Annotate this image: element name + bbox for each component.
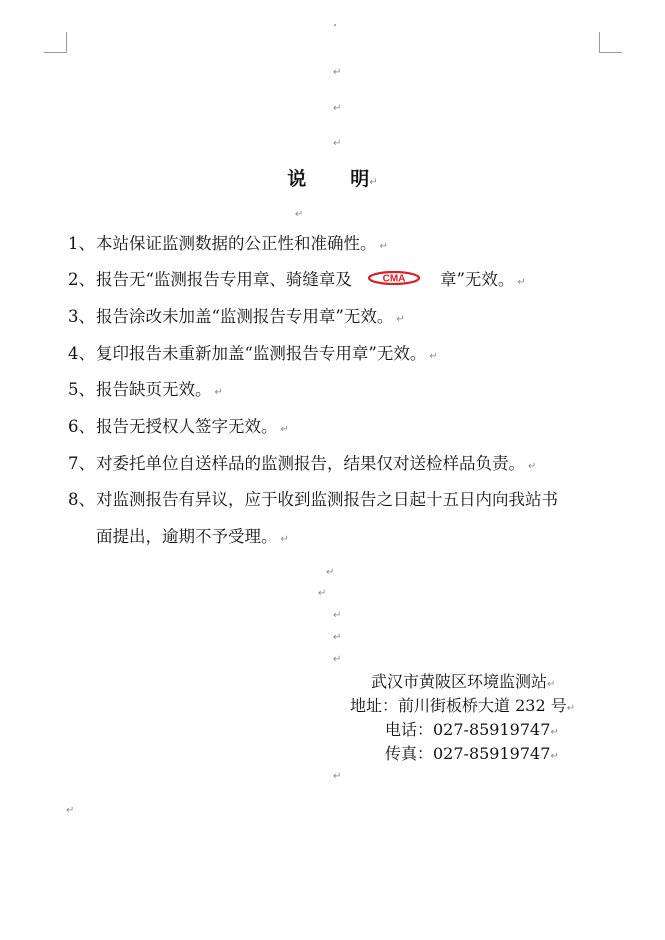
list-item-8 (68, 488, 558, 512)
item-number: 6、 (68, 417, 95, 436)
item-number: 7、 (68, 454, 95, 473)
paragraph-mark: ↵ (333, 610, 342, 621)
header-dot (334, 24, 336, 26)
list-item-5 (68, 378, 223, 405)
cma-stamp-label: CMA (382, 273, 406, 284)
signature-phone (385, 718, 559, 745)
item-text: 本站保证监测数据的公正性和准确性。 (96, 234, 377, 253)
paragraph-mark: ↵ (379, 241, 388, 252)
list-item-7 (68, 452, 536, 479)
paragraph-mark: ↵ (333, 771, 342, 782)
item-number: 5、 (68, 380, 95, 399)
list-item-3 (68, 305, 405, 332)
item-text: 对监测报告有异议，应于收到监测报告之日起十五日内向我站书 (96, 490, 558, 509)
paragraph-mark: ↵ (566, 703, 576, 714)
crop-mark-top-right (599, 32, 622, 53)
signature-fax (385, 742, 559, 769)
paragraph-mark: ↵ (333, 103, 342, 114)
title-part-1: 说 (287, 168, 307, 190)
item-text-after: 章”无效。 (439, 270, 515, 289)
paragraph-mark: ↵ (66, 805, 75, 816)
title-part-2: 明 (350, 168, 370, 190)
item-number: 4、 (68, 344, 95, 363)
phone-text: 电话：027-85919747 (385, 720, 551, 739)
paragraph-mark: ↵ (517, 277, 526, 288)
item-number: 8、 (68, 490, 95, 509)
item-number: 2、 (68, 270, 95, 289)
item-number: 3、 (68, 307, 95, 326)
address-text: 地址：前川街板桥大道 232 号 (350, 696, 567, 715)
fax-text: 传真：027-85919747 (385, 744, 551, 763)
list-item-4 (68, 342, 438, 369)
paragraph-mark: ↵ (280, 424, 289, 435)
paragraph-mark: ↵ (333, 67, 342, 78)
paragraph-mark: ↵ (214, 387, 223, 398)
paragraph-mark: ↵ (333, 138, 342, 149)
item-text: 复印报告未重新加盖“监测报告专用章”无效。 (96, 344, 427, 363)
paragraph-mark: ↵ (550, 751, 559, 762)
item-text: 对委托单位自送样品的监测报告，结果仅对送检样品负责。 (96, 454, 525, 473)
paragraph-mark: ↵ (295, 209, 304, 220)
list-item-2 (68, 268, 526, 295)
list-item-8-continuation (96, 525, 289, 552)
paragraph-mark: ↵ (369, 177, 378, 188)
crop-mark-top-left (44, 32, 67, 53)
signature-address (350, 694, 575, 721)
paragraph-mark: ↵ (550, 727, 559, 738)
item-text: 报告无授权人签字无效。 (96, 417, 278, 436)
paragraph-mark: ↵ (333, 654, 342, 665)
paragraph-mark: ↵ (318, 588, 327, 599)
item-text-before: 报告无“监测报告专用章、骑缝章及 (96, 270, 352, 289)
org-name: 武汉市黄陂区环境监测站 (371, 672, 548, 691)
paragraph-mark: ↵ (333, 632, 342, 643)
paragraph-mark: ↵ (326, 567, 335, 578)
item-number: 1、 (68, 234, 95, 253)
paragraph-mark: ↵ (547, 679, 556, 690)
signature-org (371, 670, 555, 697)
list-item-1 (68, 232, 388, 259)
paragraph-mark: ↵ (528, 461, 537, 472)
paragraph-mark: ↵ (429, 351, 438, 362)
item-text-continuation: 面提出，逾期不予受理。 (96, 527, 278, 546)
paragraph-mark: ↵ (396, 314, 405, 325)
list-item-6 (68, 415, 289, 442)
cma-stamp-icon (368, 271, 420, 285)
paragraph-mark: ↵ (280, 534, 289, 545)
page-title (0, 166, 665, 196)
item-text: 报告涂改未加盖“监测报告专用章”无效。 (96, 307, 394, 326)
item-text: 报告缺页无效。 (96, 380, 212, 399)
